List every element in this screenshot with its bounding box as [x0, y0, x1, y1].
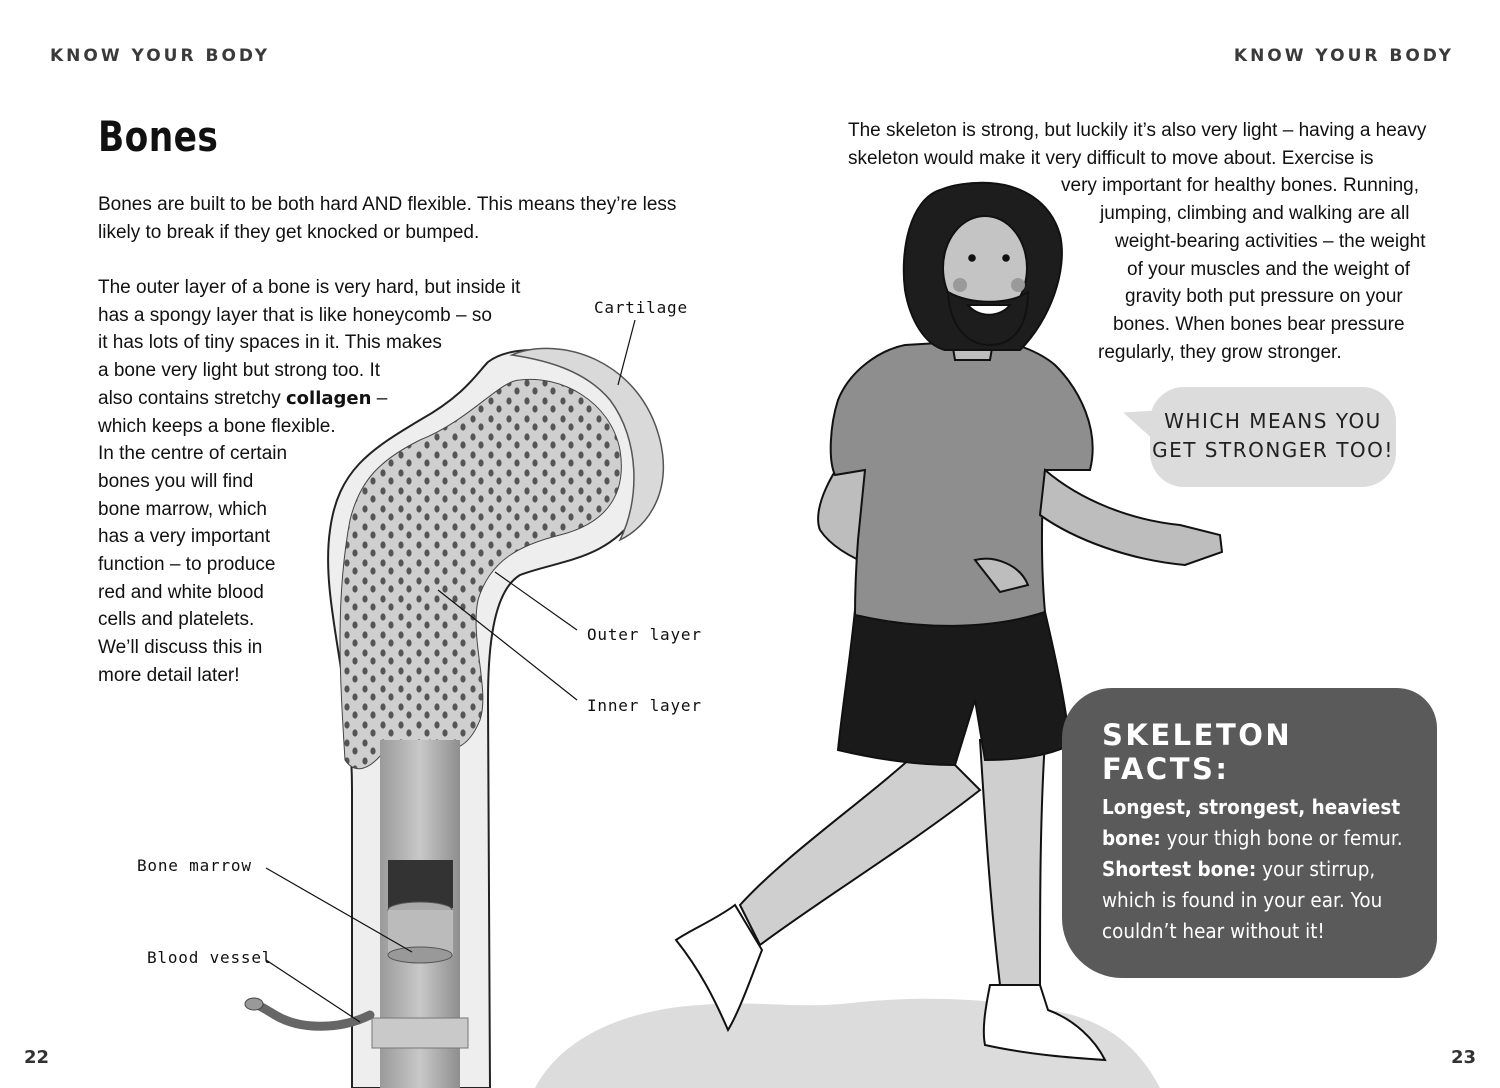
page-title: Bones [98, 112, 219, 161]
text-line: has a very important [98, 526, 271, 548]
intro-paragraph: Bones are built to be both hard AND flexible. This means they’re less likely to break if they get knocked or bumped. [98, 194, 677, 243]
text-line: bones. When bones bear pressure [1113, 313, 1405, 335]
text-line: which keeps a bone flexible. [98, 415, 336, 437]
text-line: cells and platelets. [98, 609, 255, 631]
text-line: The skeleton is strong, but luckily it’s also very light – having a heavy [848, 120, 1427, 141]
leader-line-vessel [266, 960, 360, 1022]
blood-vessel-opening [245, 998, 263, 1010]
text-line: red and white blood [98, 581, 264, 603]
text-line: it has lots of tiny spaces in it. This makes [98, 332, 442, 354]
text-line: bones you will find [98, 470, 254, 492]
page-number-right: 23 [1450, 1047, 1476, 1068]
text-line: bone marrow, which [98, 498, 267, 520]
runner-front-leg [980, 740, 1045, 985]
text-line: of your muscles and the weight of [1127, 258, 1411, 280]
marrow-plug-bottom [388, 947, 452, 963]
text-line: very important for healthy bones. Running, [1061, 175, 1420, 197]
fact-text: your stirrup, which is found in your ear. You couldn’t hear without it! [1102, 857, 1383, 943]
text-line: a bone very light but strong too. It [98, 360, 381, 382]
text-line: In the centre of certain [98, 443, 288, 465]
speech-bubble-text [1150, 407, 1396, 465]
text-fragment: also contains stretchy [98, 387, 281, 409]
runner-shorts [838, 610, 1070, 765]
text-fragment: – [371, 387, 388, 409]
fact-text: your thigh bone or femur. [1160, 826, 1403, 850]
fact-label: Shortest bone: [1102, 857, 1257, 881]
bone-marrow-segment [388, 860, 453, 908]
bone-inner-layer [340, 379, 621, 768]
text-line: has a spongy layer that is like honeycomb – so [98, 304, 492, 326]
label-cartilage: Cartilage [594, 298, 688, 317]
speech-line: WHICH MEANS YOU [1164, 409, 1382, 433]
skeleton-facts-body [1102, 792, 1433, 947]
text-line: weight-bearing activities – the weight [1115, 230, 1426, 252]
skeleton-facts-content [1102, 718, 1432, 947]
exercise-paragraph [848, 117, 1448, 366]
runner-back-leg [740, 740, 980, 945]
text-line: more detail later! [98, 664, 240, 686]
text-line: gravity both put pressure on your [1125, 286, 1403, 308]
text-line: skeleton would make it very difficult to move about. Exercise is [848, 147, 1374, 169]
label-inner-layer: Inner layer [587, 696, 702, 715]
blood-vessel-band [372, 1018, 468, 1048]
leader-line-outer [495, 572, 577, 630]
speech-line: GET STRONGER TOO! [1152, 438, 1394, 462]
text-line: We’ll discuss this in [98, 637, 263, 659]
label-bone-marrow: Bone marrow [137, 856, 252, 875]
leader-line-cartilage [618, 320, 635, 385]
page-number-left: 22 [24, 1047, 50, 1068]
collagen-keyword: collagen [285, 387, 372, 409]
text-line: function – to produce [98, 554, 276, 576]
skeleton-facts-title: SKELETON FACTS: [1102, 718, 1293, 786]
text-line: The outer layer of a bone is very hard, but inside it [98, 277, 521, 298]
running-head-right: KNOW YOUR BODY [1233, 46, 1454, 66]
fact-label: Longest, strongest, heaviest bone: [1102, 795, 1401, 850]
running-head-left: KNOW YOUR BODY [50, 46, 271, 66]
label-blood-vessel: Blood vessel [147, 948, 273, 967]
label-outer-layer: Outer layer [587, 625, 702, 644]
text-line: jumping, climbing and walking are all [1100, 203, 1410, 225]
text-line: regularly, they grow stronger. [1098, 341, 1342, 363]
